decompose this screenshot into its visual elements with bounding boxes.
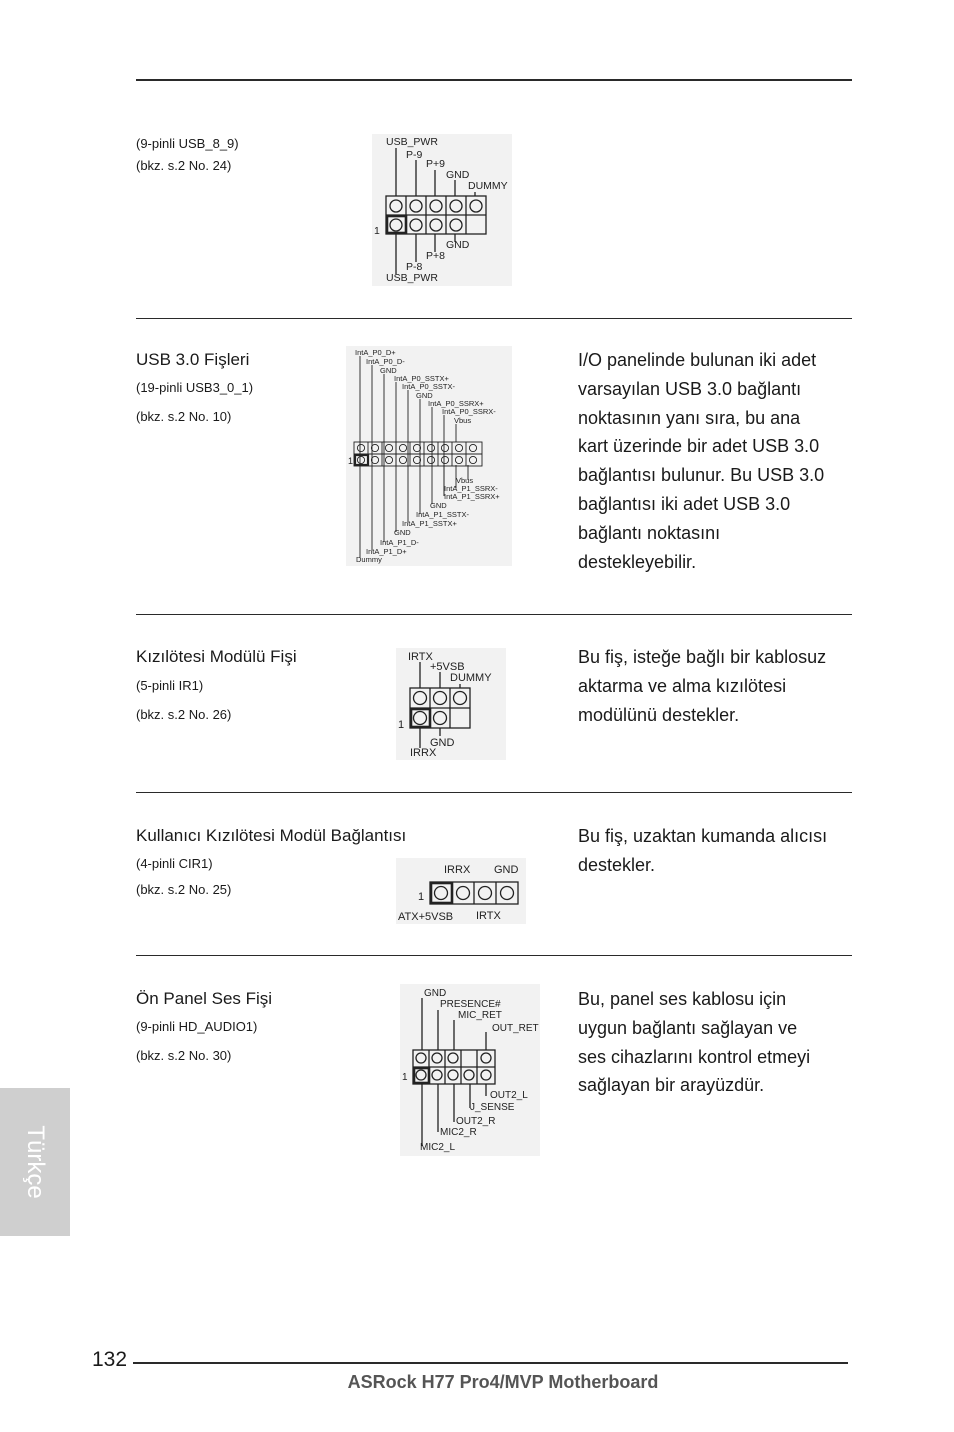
usb3-label: IntA_P1_SSRX- (444, 484, 498, 493)
usb3-label: IntA_P0_SSTX- (402, 382, 455, 391)
audio-label: MIC_RET (458, 1010, 502, 1021)
usb89-label: 1 (374, 225, 380, 237)
audio-pins: (9-pinli HD_AUDIO1) (136, 1019, 258, 1034)
usb3-label: IntA_P0_D+ (355, 348, 396, 357)
footer-title: ASRock H77 Pro4/MVP Motherboard (347, 1372, 659, 1392)
section-divider (136, 614, 852, 615)
usb3-pins: (19-pinli USB3_0_1) (136, 380, 254, 395)
usb89-ref: (bkz. s.2 No. 24) (136, 158, 232, 173)
usb89-label: USB_PWR (386, 272, 438, 284)
page-number: 132 (92, 1348, 128, 1371)
ir-label: GND (430, 737, 455, 749)
usb3-description: I/O panelinde bulunan iki adet varsayılan USB 3.0 bağlantı noktasının yanı sıra, bu ana kart üzerinde bir adet USB 3.0 bağlantısı bulunur. Bu USB 3.0 bağlantısı iki adet USB 3.0 bağlantı noktasını destekleyebilir. (578, 350, 825, 572)
usb3-label: IntA_P0_D- (366, 357, 405, 366)
usb3-pin1: 1 (348, 456, 354, 466)
section-divider (136, 318, 852, 319)
usb3-label: GND (380, 366, 397, 375)
language-label: Türkçe (22, 1125, 49, 1199)
usb3-label: IntA_P0_SSRX+ (428, 399, 484, 408)
footer-rule (133, 1362, 848, 1364)
usb3-label: IntA_P1_D+ (366, 547, 407, 556)
usb3-label: Vbus (454, 416, 472, 425)
usb89-label: USB_PWR (386, 136, 438, 148)
cir-label: IRRX (444, 864, 471, 876)
section-divider (136, 792, 852, 793)
cir-label: ATX+5VSB (398, 911, 454, 923)
cir-pin-diagram (396, 858, 526, 924)
audio-label: J_SENSE (470, 1102, 515, 1113)
ir-ref: (bkz. s.2 No. 26) (136, 707, 232, 722)
audio-label: OUT_RET (492, 1023, 539, 1034)
cir-pins: (4-pinli CIR1) (136, 856, 213, 871)
cir-description: Bu fiş, uzaktan kumanda alıcısı destekler. (578, 826, 828, 875)
usb89-label: P+8 (426, 250, 445, 262)
cir-label: 1 (418, 891, 425, 903)
usb3-label: IntA_P1_D- (380, 538, 419, 547)
audio-label: OUT2_L (490, 1090, 528, 1101)
cir-label: IRTX (476, 910, 501, 922)
usb89-pins: (9-pinli USB_8_9) (136, 136, 239, 151)
section-divider (136, 955, 852, 956)
audio-title: Ön Panel Ses Fişi (136, 989, 273, 1008)
audio-description: Bu, panel ses kablosu için uygun bağlantı sağlayan ve ses cihazlarını kontrol etmeyi sağlayan bir arayüzdür. (578, 989, 811, 1096)
ir-title: Kızılötesi Modülü Fişi (136, 647, 297, 666)
language-side-tab (0, 1088, 70, 1236)
usb3-label: IntA_P1_SSTX- (416, 510, 469, 519)
usb89-label: P-9 (406, 149, 423, 161)
usb3-label: IntA_P1_SSRX+ (444, 492, 500, 501)
ir-label: IRRX (410, 747, 437, 759)
usb3-label: GND (394, 528, 411, 537)
usb3-label: Dummy (356, 555, 382, 564)
top-rule (136, 79, 852, 81)
audio-label: OUT2_R (456, 1116, 496, 1127)
usb3-label: Vbus (456, 476, 474, 485)
audio-label: 1 (402, 1072, 408, 1083)
usb3-label: GND (416, 391, 433, 400)
cir-ref: (bkz. s.2 No. 25) (136, 882, 232, 897)
cir-title: Kullanıcı Kızılötesi Modül Bağlantısı (136, 826, 407, 845)
usb89-label: GND (446, 169, 470, 181)
usb89-label: GND (446, 239, 470, 251)
usb3-label: GND (430, 501, 447, 510)
audio-pin-diagram (400, 984, 540, 1156)
usb89-label: P+9 (426, 158, 445, 170)
ir-label: +5VSB (430, 661, 465, 673)
ir-pins: (5-pinli IR1) (136, 678, 204, 693)
usb89-label: DUMMY (468, 180, 508, 192)
audio-label: GND (424, 988, 447, 999)
ir-label: 1 (398, 719, 405, 731)
usb3-pin-diagram (346, 346, 512, 566)
usb3-label: IntA_P0_SSRX- (442, 407, 496, 416)
audio-label: PRESENCE# (440, 999, 501, 1010)
ir-pin-diagram (396, 648, 506, 760)
usb89-pin-diagram (372, 134, 512, 286)
usb89-label: P-8 (406, 261, 423, 273)
ir-label: IRTX (408, 651, 433, 663)
usb3-ref: (bkz. s.2 No. 10) (136, 409, 232, 424)
audio-ref: (bkz. s.2 No. 30) (136, 1048, 232, 1063)
ir-label: DUMMY (450, 672, 492, 684)
audio-label: MIC2_R (440, 1127, 477, 1138)
usb3-title: USB 3.0 Fişleri (136, 350, 250, 369)
cir-label: GND (494, 864, 519, 876)
ir-description: Bu fiş, isteğe bağlı bir kablosuz aktarma ve alma kızılötesi modülünü destekler. (578, 647, 827, 725)
usb3-label: IntA_P0_SSTX+ (394, 374, 449, 383)
audio-label: MIC2_L (420, 1142, 456, 1153)
usb3-label: IntA_P1_SSTX+ (402, 519, 457, 528)
